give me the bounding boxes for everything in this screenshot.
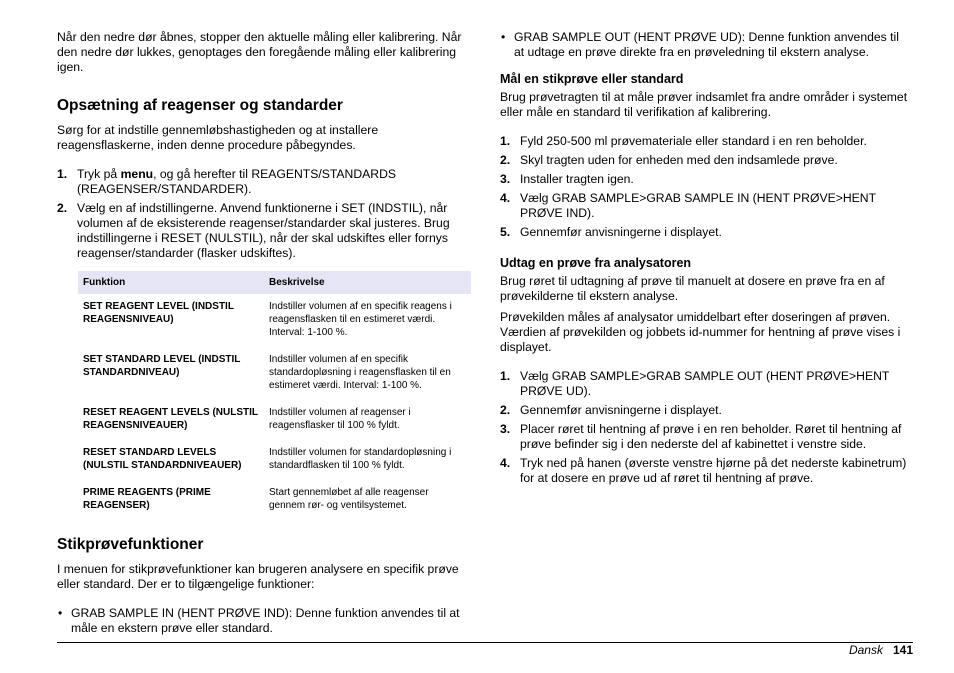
- list-item: 2. Gennemfør anvisningerne i displayet.: [500, 403, 722, 417]
- list-item: 5. Gennemfør anvisningerne i displayet.: [500, 225, 722, 239]
- page-footer: [849, 643, 913, 658]
- menu-keyword: menu: [120, 167, 154, 181]
- table-header-row: [78, 271, 471, 294]
- measure-sample-intro: Brug prøvetragten til at måle prøver indsamlet fra andre områder i systemet eller måle en standard til verifikation af kalibrering.: [500, 90, 908, 119]
- description-cell: Indstiller volumen for standardopløsning i standardflasken til 100 % fyldt.: [269, 447, 452, 471]
- reagents-steps: [57, 167, 471, 261]
- step-number: 2.: [57, 201, 68, 215]
- list-item: 1. Fyld 250-500 ml prøvemateriale eller standard i en ren beholder.: [500, 134, 867, 148]
- intro-paragraph: Når den nedre dør åbnes, stopper den aktuelle måling eller kalibrering. Når den nedre dør lukkes, genoptages den foregående måling eller kalibrering igen.: [57, 30, 462, 74]
- function-cell: SET STANDARD LEVEL (INDSTIL STANDARDNIVEAU): [83, 354, 241, 378]
- subheading-take-sample: Udtag en prøve fra analysatoren: [500, 256, 692, 270]
- section-heading-reagents: Opsætning af reagenser og standarder: [57, 97, 343, 114]
- list-item: 2. Skyl tragten uden for enheden med den indsamlede prøve.: [500, 153, 838, 167]
- list-item: • GRAB SAMPLE IN (HENT PRØVE IND): Denne funktion anvendes til at måle en ekstern prøve eller standard.: [58, 606, 460, 635]
- header-function: Funktion: [78, 271, 264, 294]
- list-item: 4. Tryk ned på hanen (øverste venstre hjørne på det nederste kabinetrum) for at dosere en prøve ud af røret til hentning af prøve.: [500, 456, 907, 485]
- list-item: 3. Placer røret til hentning af prøve i en ren beholder. Røret til hentning af prøve befinder sig i den nederste del af kabinettet i venstre side.: [500, 422, 902, 451]
- function-cell: RESET STANDARD LEVELS (NULSTIL STANDARDNIVEAUER): [83, 447, 242, 471]
- subheading-measure-sample: Mål en stikprøve eller standard: [500, 72, 684, 86]
- table-row: [78, 400, 471, 440]
- step-number: 1.: [57, 167, 68, 181]
- reagent-functions-table: [78, 271, 471, 520]
- bullet: •: [501, 30, 506, 44]
- right-column: [500, 30, 912, 490]
- header-description: Beskrivelse: [264, 271, 471, 294]
- description-cell: Indstiller volumen af en specifik standardopløsning i reagensflasken til en estimeret værdi. Interval: 1-100 %.: [269, 354, 451, 391]
- section-heading-grab-sample: Stikprøvefunktioner: [57, 536, 204, 553]
- function-cell: RESET REAGENT LEVELS (NULSTIL REAGENSNIVEAUER): [83, 407, 258, 431]
- grab-sample-functions-list: [57, 606, 471, 636]
- description-cell: Start gennemløbet af alle reagenser gennem rør- og ventilsystemet.: [269, 487, 429, 511]
- reagents-intro: Sørg for at indstille gennemløbshastigheden og at installere reagensflaskerne, inden denne procedure påbegyndes.: [57, 123, 379, 152]
- grab-sample-functions-list-cont: [500, 30, 912, 60]
- list-item: 4. Vælg GRAB SAMPLE>GRAB SAMPLE IN (HENT PRØVE>HENT PRØVE IND).: [500, 191, 876, 220]
- measure-sample-steps: [500, 134, 912, 240]
- description-cell: Indstiller volumen af en specifik reagens i reagensflasken til en estimeret værdi. Interval: 1-100 %.: [269, 301, 452, 338]
- table-row: [78, 294, 471, 347]
- list-item: • GRAB SAMPLE OUT (HENT PRØVE UD): Denne funktion anvendes til at udtage en prøve direkte fra en prøveledning til ekstern analyse.: [501, 30, 899, 59]
- page-number: 141: [892, 643, 913, 657]
- table-row: [78, 480, 471, 520]
- list-item: 1. Vælg GRAB SAMPLE>GRAB SAMPLE OUT (HENT PRØVE>HENT PRØVE UD).: [500, 369, 890, 398]
- take-sample-p1: Brug røret til udtagning af prøve til manuelt at dosere en prøve fra en af prøvekilderne til ekstern analyse.: [500, 274, 885, 303]
- footer-language: Dansk: [848, 643, 883, 657]
- bullet: •: [58, 606, 63, 620]
- take-sample-steps: [500, 369, 912, 486]
- function-cell: PRIME REAGENTS (PRIME REAGENSER): [83, 487, 211, 511]
- list-item: 3. Installer tragten igen.: [500, 172, 634, 186]
- list-item: 2. Vælg en af indstillingerne. Anvend funktionerne i SET (INDSTIL), når volumen af de eksisterende reagenser/standarder skal justeres. Brug indstillingerne i RESET (NULSTIL), når der skal udskiftes eller fornys reagenser/standarder (flasker udskiftes).: [57, 201, 450, 260]
- description-cell: Indstiller volumen af reagenser i reagensflasker til 100 % fyldt.: [269, 407, 411, 431]
- function-cell: SET REAGENT LEVEL (INDSTIL REAGENSNIVEAU): [83, 301, 234, 325]
- grab-sample-intro: I menuen for stikprøvefunktioner kan brugeren analysere en specifik prøve eller standard. Der er to tilgængelige funktioner:: [57, 562, 459, 591]
- list-item: 1. Tryk på menu, og gå herefter til REAGENTS/STANDARDS (REAGENSER/STANDARDER).: [57, 167, 397, 196]
- left-column: [57, 30, 471, 640]
- footer-divider: [57, 642, 913, 643]
- take-sample-p2: Prøvekilden måles af analysator umiddelbart efter doseringen af prøven. Værdien af prøvekilden og jobbets id-nummer for hentning af prøve vises i displayet.: [500, 310, 901, 354]
- table-row: [78, 347, 471, 400]
- table-row: [78, 440, 471, 480]
